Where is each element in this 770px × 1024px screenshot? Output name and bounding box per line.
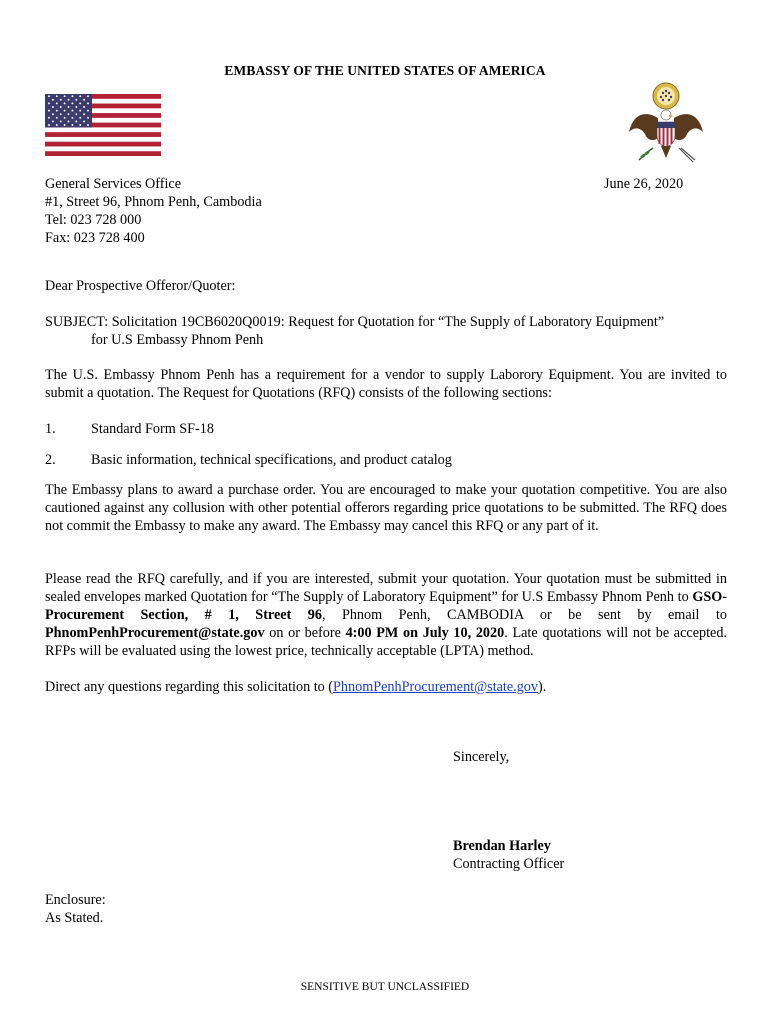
salutation: Dear Prospective Offeror/Quoter: <box>45 278 236 294</box>
submission-text-4: . Late quotations will not be accepted. RFPs will be evaluated using the lowest price, technically acceptable (LPTA) method. <box>45 625 727 659</box>
enclosure-value: As Stated. <box>45 910 104 926</box>
sender-fax: Fax: 023 728 400 <box>45 230 145 246</box>
sender-office: General Services Office <box>45 176 182 192</box>
enclosure-block <box>45 891 106 927</box>
subject-block <box>45 313 727 349</box>
submission-deadline: 4:00 PM on July 10, 2020 <box>345 625 505 641</box>
signer-title: Contracting Officer <box>453 856 565 872</box>
sender-address: #1, Street 96, Phnom Penh, Cambodia <box>45 194 262 210</box>
great-seal-eagle-icon <box>625 78 707 178</box>
letter-date: June 26, 2020 <box>604 176 684 192</box>
enclosure-label: Enclosure: <box>45 892 106 908</box>
submission-paragraph <box>45 570 727 660</box>
signer-name: Brendan Harley <box>453 838 551 854</box>
submission-address: GSO-Procurement Section, # 1, Street 96 <box>45 589 727 623</box>
classification-footer: SENSITIVE BUT UNCLASSIFIED <box>300 981 470 993</box>
submission-text-3: on or before <box>264 625 346 641</box>
sender-address-block <box>45 175 262 247</box>
closing: Sincerely, <box>453 749 510 765</box>
procurement-email-link[interactable]: PhnomPenhProcurement@state.gov <box>333 679 538 695</box>
submission-text-2: , Phnom Penh, CAMBODIA or be sent by email to <box>321 607 727 623</box>
us-flag-icon <box>45 94 161 156</box>
list-item-number: 1. <box>45 421 56 437</box>
list-item-number: 2. <box>45 452 56 468</box>
list-item-text: Basic information, technical specifications, and product catalog <box>91 452 452 468</box>
sender-tel: Tel: 023 728 000 <box>45 212 142 228</box>
submission-text-1: Please read the RFQ carefully, and if you are interested, submit your quotation. Your quotation must be submitted in sealed envelopes marked Quotation for “The Supply of Laboratory Equipment” for U.S Embassy Phnom Penh to <box>45 571 727 605</box>
list-item-text: Standard Form SF-18 <box>91 421 214 437</box>
letterhead-title: EMBASSY OF THE UNITED STATES OF AMERICA <box>224 63 546 78</box>
questions-paragraph <box>45 678 727 696</box>
subject-line-1: SUBJECT: Solicitation 19CB6020Q0019: Request for Quotation for “The Supply of Laboratory Equipment” <box>45 314 665 330</box>
subject-line-2: for U.S Embassy Phnom Penh <box>91 332 264 348</box>
signature-block <box>453 837 564 873</box>
questions-prefix: Direct any questions regarding this solicitation to ( <box>45 679 334 695</box>
questions-suffix: ). <box>538 679 547 695</box>
award-paragraph: The Embassy plans to award a purchase order. You are encouraged to make your quotation competitive. You are also cautioned against any collusion with other potential offerors regarding price quotations to be submitted. The RFQ does not commit the Embassy to make any award. The Embassy may cancel this RFQ or any part of it. <box>45 482 727 534</box>
submission-email: PhnomPenhProcurement@state.gov <box>45 625 265 641</box>
intro-paragraph: The U.S. Embassy Phnom Penh has a requirement for a vendor to supply Laborory Equipment. You are invited to submit a quotation. The Request for Quotations (RFQ) consists of the following sections: <box>45 367 727 401</box>
